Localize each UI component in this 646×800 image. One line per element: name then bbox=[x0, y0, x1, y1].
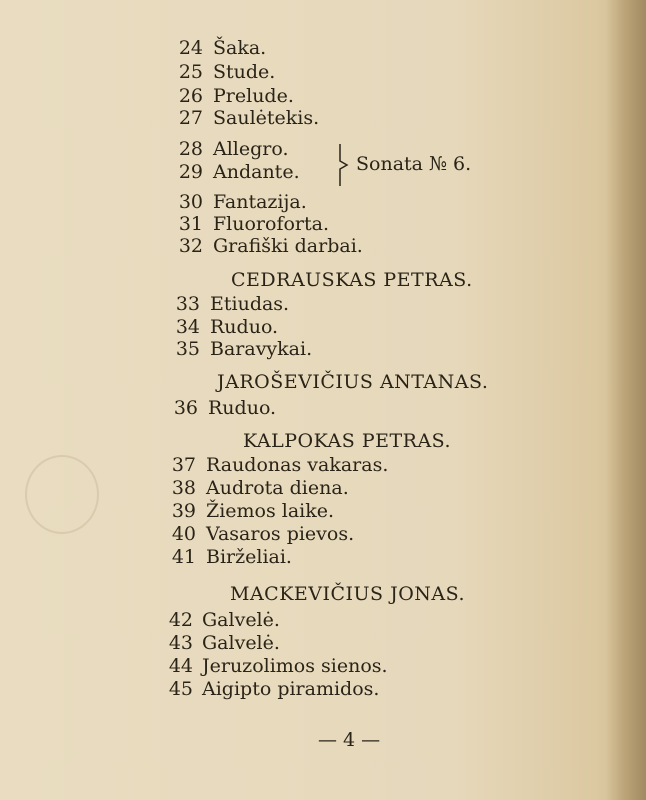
entry-title: Jeruzolimos sienos. bbox=[202, 655, 388, 677]
entry-number: 43 bbox=[168, 632, 193, 654]
catalog-entry-40 bbox=[0, 522, 600, 546]
entry-title: Fluoroforta. bbox=[213, 213, 330, 235]
catalog-entry-41 bbox=[0, 545, 600, 569]
entry-title: Ruduo. bbox=[208, 397, 277, 419]
catalog-entry-24 bbox=[0, 36, 600, 60]
catalog-entry-45 bbox=[0, 677, 600, 701]
catalog-entry-44 bbox=[0, 654, 600, 678]
entry-title: Aigipto piramidos. bbox=[202, 678, 380, 700]
entry-number: 40 bbox=[171, 523, 196, 545]
entry-number: 39 bbox=[171, 500, 196, 522]
catalog-entry-34 bbox=[0, 315, 600, 339]
catalog-entry-39 bbox=[0, 499, 600, 523]
entry-number: 33 bbox=[175, 293, 200, 315]
entry-title: Vasaros pievos. bbox=[206, 523, 355, 545]
catalog-entry-35 bbox=[0, 337, 600, 361]
entry-number: 27 bbox=[178, 107, 203, 129]
entry-title: Ruduo. bbox=[210, 316, 279, 338]
section-heading-cedrauskas: CEDRAUSKAS PETRAS. bbox=[231, 269, 473, 291]
catalog-entry-42 bbox=[0, 608, 600, 632]
page-number: — 4 — bbox=[318, 729, 381, 751]
entry-title: Audrota diena. bbox=[206, 477, 349, 499]
entry-number: 45 bbox=[168, 678, 193, 700]
catalog-entry-38 bbox=[0, 476, 600, 500]
entry-number: 30 bbox=[178, 191, 203, 213]
book-spine-shadow bbox=[606, 0, 646, 800]
entry-title: Prelude. bbox=[213, 85, 294, 107]
catalog-entry-37 bbox=[0, 453, 600, 477]
entry-title: Fantazija. bbox=[213, 191, 307, 213]
entry-title: Stude. bbox=[213, 61, 276, 83]
entry-number: 26 bbox=[178, 85, 203, 107]
section-heading-mackevicius: MACKEVIČIUS JONAS. bbox=[230, 583, 466, 605]
catalog-entry-31 bbox=[0, 212, 600, 236]
entry-title: Grafiški darbai. bbox=[213, 235, 363, 257]
catalog-entry-29 bbox=[0, 160, 600, 184]
sonata-label: Sonata № 6. bbox=[356, 153, 472, 175]
catalog-entry-33 bbox=[0, 292, 600, 316]
section-heading-jarosevicius: JAROŠEVIČIUS ANTANAS. bbox=[217, 371, 489, 393]
entry-number: 41 bbox=[171, 546, 196, 568]
entry-number: 38 bbox=[171, 477, 196, 499]
entry-title: Galvelė. bbox=[202, 609, 280, 631]
entry-title: Saulėtekis. bbox=[213, 107, 320, 129]
section-heading-kalpokas: KALPOKAS PETRAS. bbox=[243, 430, 452, 452]
entry-number: 25 bbox=[178, 61, 203, 83]
entry-number: 32 bbox=[178, 235, 203, 257]
catalog-entry-32 bbox=[0, 234, 600, 258]
entry-number: 44 bbox=[168, 655, 193, 677]
catalog-entry-30 bbox=[0, 190, 600, 214]
catalog-entry-43 bbox=[0, 631, 600, 655]
catalog-entry-36 bbox=[0, 396, 600, 420]
entry-title: Allegro. bbox=[213, 138, 289, 160]
catalog-entry-28 bbox=[0, 137, 600, 161]
entry-title: Žiemos laike. bbox=[206, 500, 335, 522]
entry-number: 34 bbox=[175, 316, 200, 338]
entry-number: 42 bbox=[168, 609, 193, 631]
entry-number: 24 bbox=[178, 37, 203, 59]
entry-number: 35 bbox=[175, 338, 200, 360]
entry-number: 37 bbox=[171, 454, 196, 476]
catalog-entry-26 bbox=[0, 84, 600, 108]
entry-title: Šaka. bbox=[213, 37, 267, 59]
entry-number: 31 bbox=[178, 213, 203, 235]
entry-title: Raudonas vakaras. bbox=[206, 454, 389, 476]
entry-title: Baravykai. bbox=[210, 338, 313, 360]
entry-title: Andante. bbox=[213, 161, 300, 183]
entry-title: Galvelė. bbox=[202, 632, 280, 654]
entry-number: 36 bbox=[173, 397, 198, 419]
entry-title: Etiudas. bbox=[210, 293, 290, 315]
catalog-entry-25 bbox=[0, 60, 600, 84]
catalog-entry-27 bbox=[0, 106, 600, 130]
entry-title: Birželiai. bbox=[206, 546, 292, 568]
entry-number: 28 bbox=[178, 138, 203, 160]
sonata-brace bbox=[337, 143, 349, 187]
entry-number: 29 bbox=[178, 161, 203, 183]
